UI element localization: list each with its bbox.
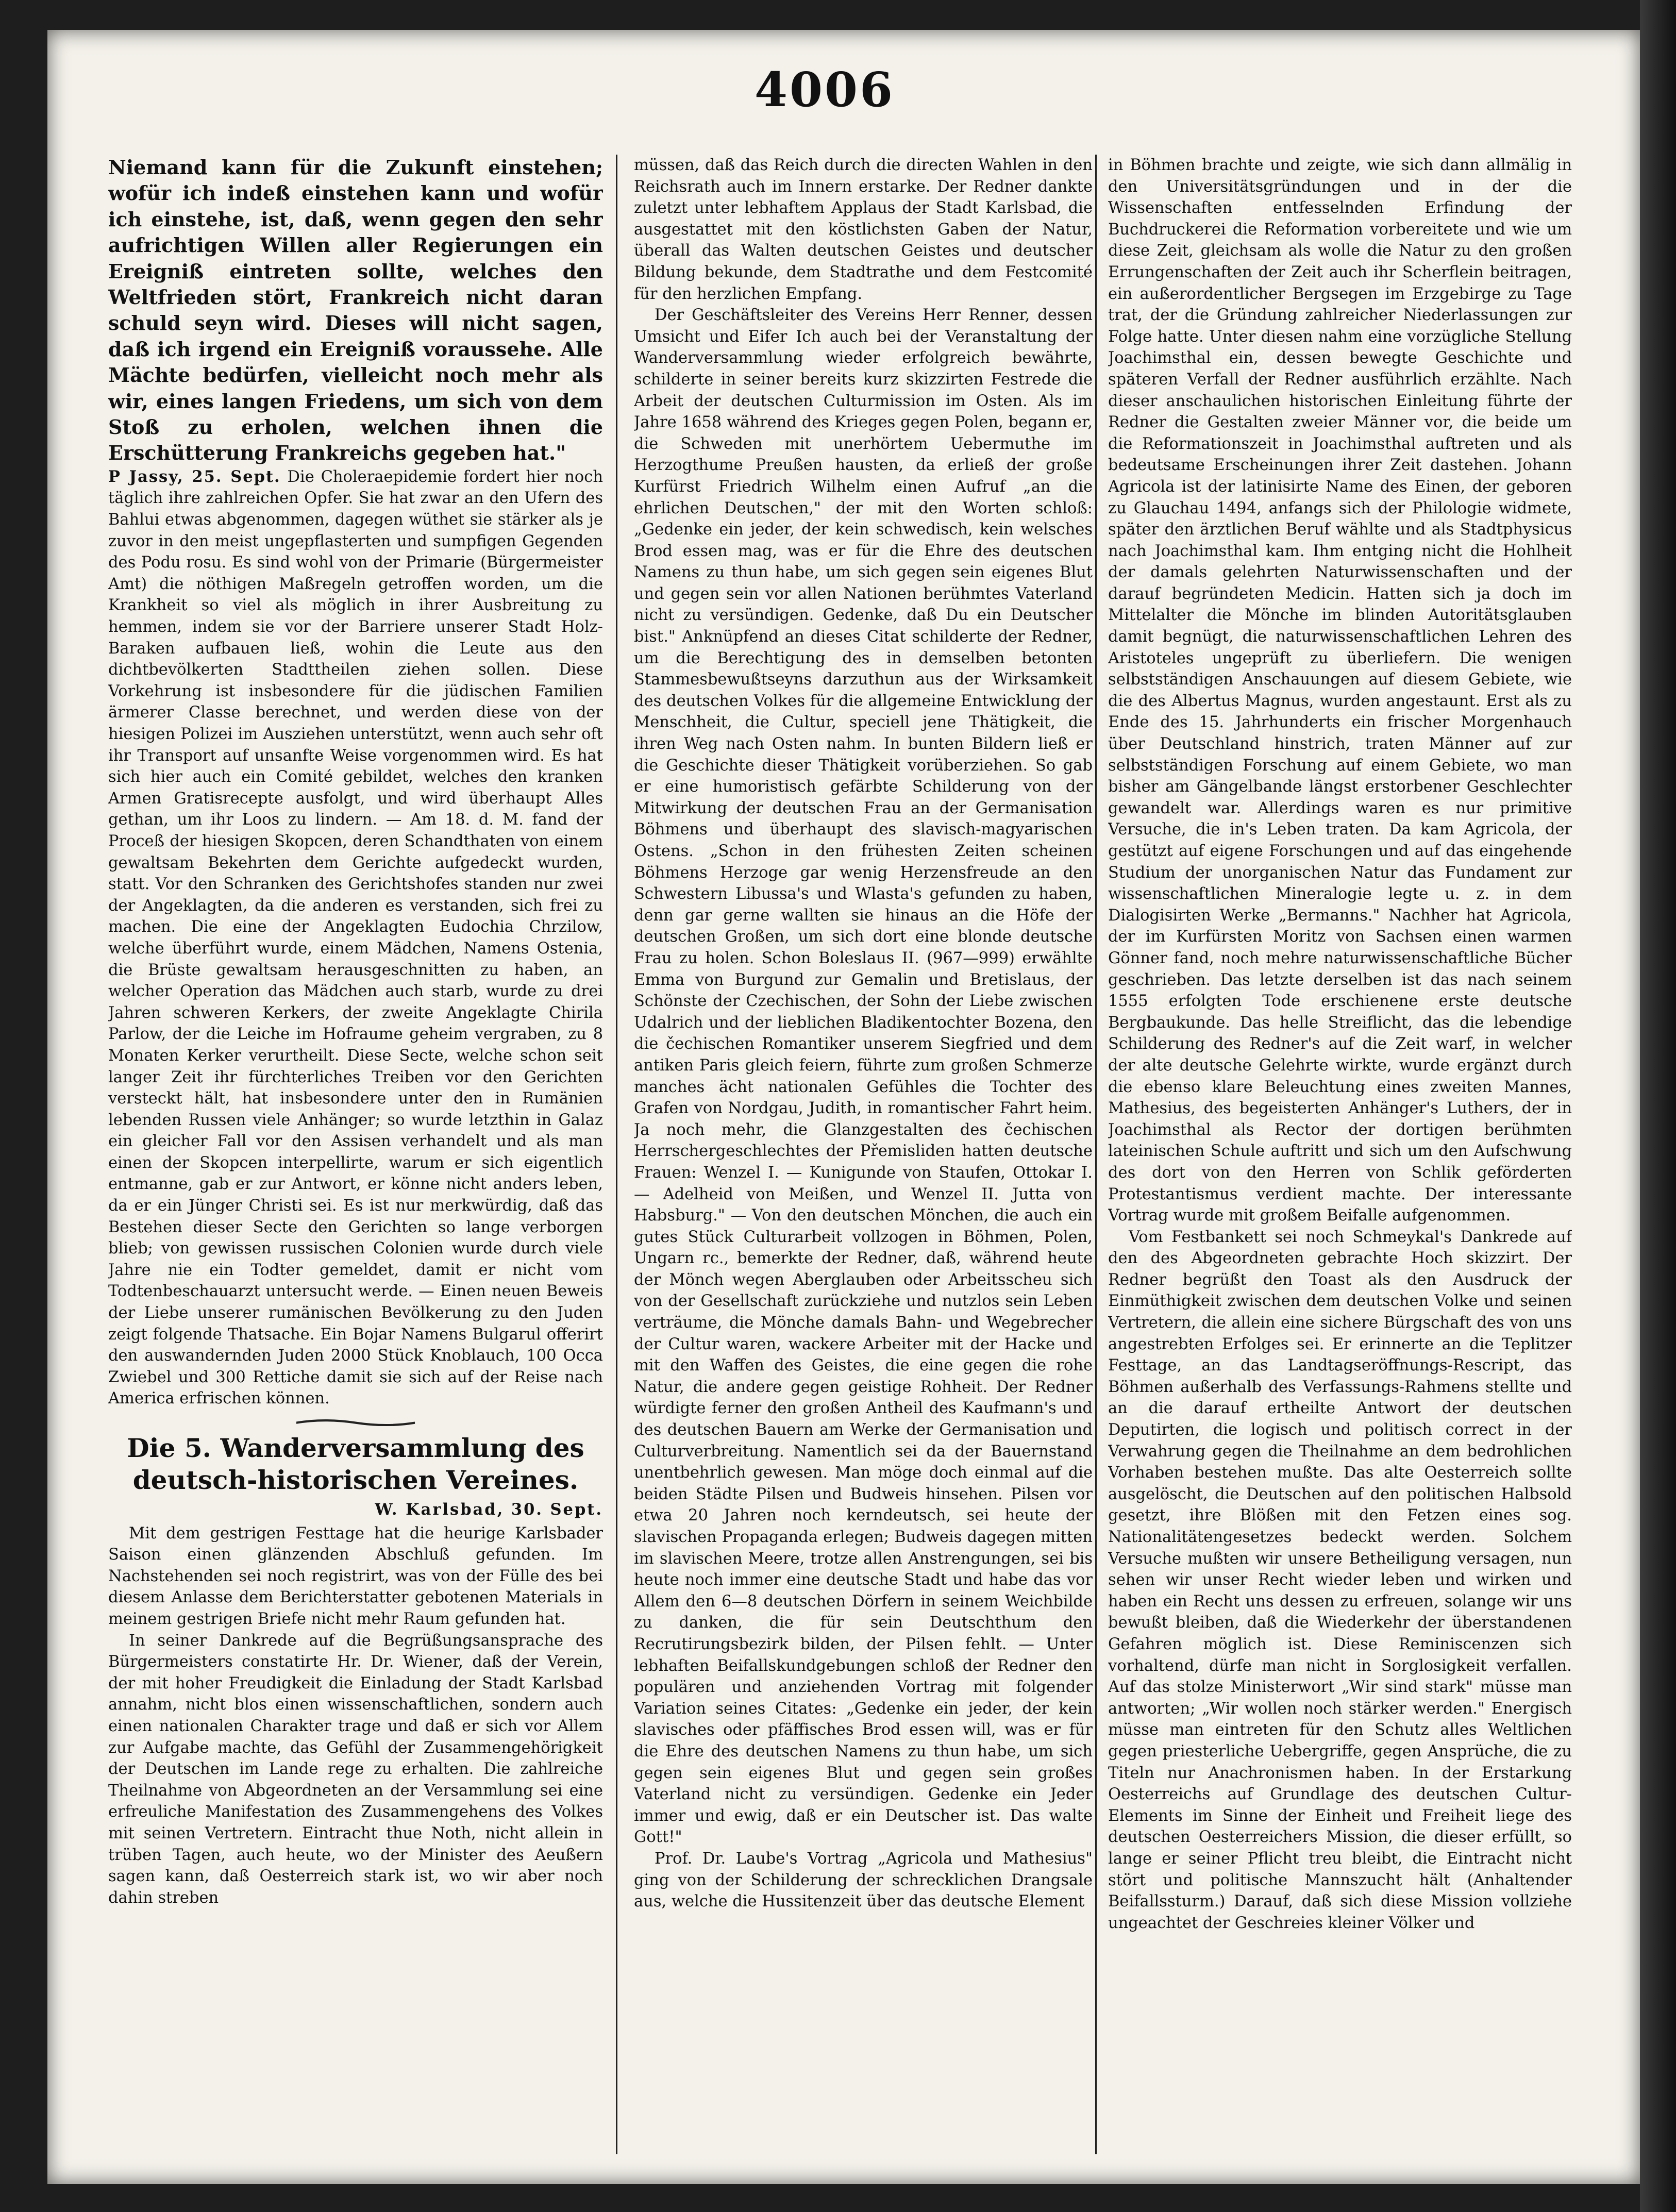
column-2: [634, 155, 1093, 2154]
column3-paragraph-2: Vom Festbankett sei noch Schmeykal's Dankrede auf den des Abgeordneten gebrachte Hoch skizzirt. Der Redner begrüßt den Toast als den Ausdruck der Einmüthigkeit zwischen dem deutschen Volke und seinen Vertretern, die allein eine sichere Bürgschaft des von uns angestrebten Erfolges sei. Er erinnerte an die Teplitzer Festtage, an das Landtagseröffnungs-Rescript, das Böhmen außerhalb des Verfassungs-Rahmens stellte und an die darauf ertheilte Antwort der deutschen Deputirten, die logisch und politisch correct in der Verwahrung gegen die Theilnahme an dem bedrohlichen Vorhaben bestehen mußte. Das alte Oesterreich sollte ausgelöscht, die Deutschen auf den politischen Halbsold gesetzt, ihre Blößen mit den Fetzen eines sog. Nationalitätengesetzes bedeckt werden. Solchem Versuche mußten wir unsere Betheiligung versagen, nun sehen wir unser Recht wieder leben und wirken und haben ein Recht uns dessen zu erfreuen, solange wir uns bewußt bleiben, daß die Wiederkehr der überstandenen Gefahren möglich ist. Diese Reminiscenzen sich vorhaltend, dürfe man nicht in Sorglosigkeit verfallen. Auf das stolze Ministerwort „Wir sind stark" müsse man antworten; „Wir wollen noch stärker werden." Energisch müsse man eintreten für den Schutz alles Weltlichen gegen priesterliche Uebergriffe, gegen Ansprüche, die zu Titeln nur Anachronismen haben. In der Erstarkung Oesterreichs auf Grundlage des deutschen Cultur-Elements im Sinne der Einheit und Freiheit liege des deutschen Oesterreichers Mission, die dieser erfüllt, so lange er seiner Pflicht treu bleibt, die Eintracht nicht stört und politische Mannszucht hält (Anhaltender Beifallssturm.) Darauf, daß sich diese Mission vollziehe ungeachtet der Geschreies kleiner Völker und: [1108, 1228, 1572, 1932]
column2-paragraph-1: müssen, daß das Reich durch die directen Wahlen in den Reichsrath auch im Innern erstarke. Der Redner dankte zuletzt unter lebhaftem Applaus der Stadt Karlsbad, die ausgestattet mit den köstlichsten Gaben der Natur, überall das Walten deutschen Geistes und deutscher Bildung bekunde, dem Stadtrathe und dem Festcomité für den herzlichen Empfang.: [634, 156, 1093, 303]
column-rule-right: [1095, 155, 1097, 2154]
section-divider-ornament: [294, 1419, 417, 1426]
column2-paragraph-3: Prof. Dr. Laube's Vortrag „Agricola und Mathesius" ging von der Schilderung der schrecklichen Drangsale aus, welche die Hussitenzeit über das deutsche Element: [634, 1849, 1093, 1911]
column2-paragraph-2: Der Geschäftsleiter des Vereins Herr Renner, dessen Umsicht und Eifer Ich auch bei der Veranstaltung der Wanderversammlung wieder erfolgreich bewährte, schilderte in seiner bereits kurz skizzirten Festrede die Arbeit der deutschen Culturmission im Osten. Als im Jahre 1658 während des Krieges gegen Polen, begann er, die Schweden mit unerhörtem Uebermuthe im Herzogthume Preußen hausten, da erließ der große Kurfürst Friedrich Wilhelm einen Aufruf „an die ehrlichen Deutschen," der mit den Worten schloß: „Gedenke ein jeder, der kein schwedisch, kein welsches Brod essen mag, was er für die Ehre des deutschen Namens zu thun habe, um sich gegen sein eigenes Blut und gegen sein vor allen Nationen berühmtes Vaterland nicht zu versündigen. Gedenke, daß Du ein Deutscher bist." Anknüpfend an dieses Citat schilderte der Redner, um die Berechtigung des in demselben betonten Stammesbewußtseyns darzuthun aus der Wirksamkeit des deutschen Volkes für die allgemeine Entwicklung der Menschheit, die Cultur, speciell jene Thätigkeit, die ihren Weg nach Osten nahm. In bunten Bildern ließ er die Geschichte dieser Thätigkeit vorüberziehen. So gab er eine humoristisch gefärbte Schilderung von der Mitwirkung der deutschen Frau an der Germanisation Böhmens und überhaupt des slavisch-magyarischen Ostens. „Schon in den frühesten Zeiten scheinen Böhmens Herzoge gar wenig Herzensfreude an den Schwestern Libussa's und Wlasta's gefunden zu haben, denn gar gerne wallten sie hinaus an die Höfe der deutschen Großen, um sich dort eine blonde deutsche Frau zu holen. Schon Boleslaus II. (967—999) erwählte Emma von Burgund zur Gemalin und Bretislaus, der Schönste der Czechischen, der Sohn der Liebe zwischen Udalrich und der lieblichen Bladikentochter Bozena, den die čechischen Romantiker unserem Siegfried und dem antiken Paris gleich feiern, führte zum großen Schmerze manches ächt nationalen Gefühles die Tochter des Grafen von Nordgau, Judith, in romantischer Fahrt heim. Ja noch mehr, die Glanzgestalten des čechischen Herrschergeschlechtes der Přemisliden hatten deutsche Frauen: Wenzel I. — Kunigunde von Staufen, Ottokar I. — Adelheid von Meißen, und Wenzel II. Jutta von Habsburg." — Von den deutschen Mönchen, die auch ein gutes Stück Culturarbeit vollzogen in Böhmen, Polen, Ungarn rc., bemerkte der Redner, daß, während heute der Mönch wegen Aberglauben oder Arbeitsscheu sich von der Gesellschaft zurückziehe und nutzlos sein Leben verträume, die Mönche damals Bahn- und Wegebrecher der Cultur waren, wackere Arbeiter mit der Hacke und mit den Waffen des Geistes, die eine gegen die rohe Natur, die andere gegen geistige Rohheit. Der Redner würdigte ferner den großen Antheil des Kaufmann's und des deutschen Bauern am Werke der Germanisation und Culturverbreitung. Namentlich sei da der Bauernstand unentbehrlich gewesen. Man möge doch einmal auf die beiden Städte Pilsen und Budweis hinsehen. Pilsen vor etwa 20 Jahren noch kerndeutsch, sei heute der slavischen Propaganda erlegen; Budweis dagegen mitten im slavischen Meere, trotze allen Anstrengungen, sei bis heute noch immer eine deutsche Stadt und habe das vor Allem den 6—8 deutschen Dörfern in seinem Weichbilde zu danken, die für sein Deutschthum den Recrutirungsbezirk bilden, der Pilsen fehlt. — Unter lebhaften Beifallskundgebungen schloß der Redner den populären und anziehenden Vortrag mit folgender Variation seines Citates: „Gedenke ein jeder, der kein slavisches oder pfäffisches Brod essen will, was er für die Ehre des deutschen Namens zu thun habe, um sich gegen sein eigenes Blut und gegen sein großes Vaterland nicht zu versündigen. Gedenke ein Jeder immer und ewig, daß er ein Deutscher ist. Das walte Gott!": [634, 306, 1093, 1847]
column-rule-left: [616, 155, 617, 2154]
lead-paragraph: Niemand kann für die Zukunft einstehen; wofür ich indeß einstehen kann und wofür ich einstehe, ist, daß, wenn gegen den sehr aufrichtigen Willen aller Regierungen ein Ereigniß eintreten sollte, welches den Weltfrieden stört, Frankreich nicht daran schuld seyn wird. Dieses will nicht sagen, daß ich irgend ein Ereigniß voraussehe. Alle Mächte bedürfen, vielleicht noch mehr als wir, eines langen Friedens, um sich von dem Stoß zu erholen, welchen ihnen die Erschütterung Frankreichs gegeben hat.": [108, 156, 603, 465]
karlsbad-dateline: W. Karlsbad, 30. Sept.: [375, 1500, 603, 1519]
column3-paragraph-1: in Böhmen brachte und zeigte, wie sich dann allmälig in den Universitätsgründungen und in der die Wissenschaften entfesselnden Erfindung der Buchdruckerei die Reformation vorbereitete und wie um diese Zeit, gleichsam als wolle die Natur zu den großen Errungenschaften der Zeit auch ihr Scherflein beitragen, ein außerordentlicher Bergsegen im Erzgebirge zu Tage trat, der die Gründung zahlreicher Niederlassungen zur Folge hatte. Unter diesen nahm eine vorzügliche Stellung Joachimsthal ein, dessen bewegte Geschichte und späteren Verfall der Redner ausführlich erzählte. Nach dieser anschaulichen historischen Einleitung führte der Redner die Gestalten zweier Männer vor, die beide um die Reformationszeit in Joachimsthal auftreten und als bedeutsame Erscheinungen ihrer Zeit dastehen. Johann Agricola ist der latinisirte Name des Einen, der geboren zu Glauchau 1494, anfangs sich der Philologie widmete, später den ärztlichen Beruf wählte und als Stadtphysicus nach Joachimsthal kam. Ihm entging nicht die Hohlheit der damals gelehrten Naturwissenschaften und der darauf begründeten Medicin. Hatten sich ja doch im Mittelalter die Mönche im blinden Autoritätsglauben damit begnügt, die naturwissenschaftlichen Lehren des Aristoteles ungeprüft zu überliefern. Die wenigen selbstständigen Anschauungen auf diesem Gebiete, wie die des Albertus Magnus, wurden angestaunt. Erst als zu Ende des 15. Jahrhunderts ein frischer Morgenhauch über Deutschland hinstrich, traten Männer auf zur selbstständigen Forschung auf einem Gebiete, wo man bisher am Gängelbande längst erstorbener Geschlechter gewandelt war. Allerdings waren es nur primitive Versuche, die in's Leben traten. Da kam Agricola, der gestützt auf eigene Forschungen und auf das eingehende Studium der unorganischen Natur das Fundament zur wissenschaftlichen Mineralogie legte u. z. in dem Dialogisirten Werke „Bermanns." Nachher hat Agricola, der im Kurfürsten Moritz von Sachsen einen warmen Gönner fand, noch mehre naturwissenschaftliche Bücher geschrieben. Das letzte derselben ist das nach seinem 1555 erfolgten Tode erschienene erste deutsche Bergbaukunde. Das helle Streiflicht, das die lebendige Schilderung des Redner's auf die Zeit warf, in welcher der alte deutsche Gelehrte wirkte, wurde ergänzt durch die ebenso klare Beleuchtung eines zweiten Mannes, Mathesius, des begeisterten Anhänger's Luthers, der in Joachimsthal als Rector der dortigen berühmten lateinischen Schule auftritt und sich um den Aufschwung des dort von den Herren von Schlik geförderten Protestantismus verdient machte. Der interessante Vortrag wurde mit großem Beifalle aufgenommen.: [1108, 156, 1572, 1225]
article-paragraph-1: Mit dem gestrigen Festtage hat die heurige Karlsbader Saison einen glänzenden Abschluß gefunden. Im Nachstehenden sei noch registrirt, was von der Fülle des bei diesem Anlasse dem Berichterstatter gebotenen Materials in meinem gestrigen Briefe nicht mehr Raum gefunden hat.: [108, 1524, 603, 1628]
column-1: [108, 155, 603, 2154]
article-heading: Die 5. Wanderversammlung des deutsch-historischen Vereines.: [127, 1433, 584, 1495]
page-number: 4006: [754, 62, 895, 118]
scan-right-edge: [1640, 0, 1676, 2212]
jassy-text: Die Choleraepidemie fordert hier noch täglich ihre zahlreichen Opfer. Sie hat zwar an den Ufern des Bahlui etwas abgenommen, dagegen wüthet sie stärker als je zuvor in den meist ungepflasterten und sumpfigen Gegenden des Podu rosu. Es sind wohl von der Primarie (Bürgermeister Amt) die nöthigen Maßregeln getroffen worden, um die Krankheit so viel als möglich in ihrer Ausbreitung zu hemmen, indem sie vor der Barriere unserer Stadt Holz-Baraken aufbauen ließ, wohin die Leute aus den dichtbevölkerten Stadttheilen ziehen sollen. Diese Vorkehrung ist insbesondere für die jüdischen Familien ärmerer Classe berechnet, und werden diese von der hiesigen Polizei im Ausziehen unterstützt, wenn auch sehr oft ihr Transport auf unsanfte Weise vorgenommen wird. Es hat sich hier auch ein Comité gebildet, welches den kranken Armen Gratisrecepte ausfolgt, und wird überhaupt Alles gethan, um ihr Loos zu lindern. — Am 18. d. M. fand der Proceß der hiesigen Skopcen, deren Schandthaten von einem gewaltsam Bekehrten dem Gerichte aufgedeckt wurden, statt. Vor den Schranken des Gerichtshofes standen nur zwei der Angeklagten, da die anderen es verstanden, sich frei zu machen. Die eine der Angeklagten Eudochia Chrzilow, welche überführt wurde, einem Mädchen, Namens Ostenia, die Brüste gewaltsam herausgeschnitten zu haben, an welcher Operation das Mädchen auch starb, wurde zu drei Jahren schweren Kerkers, der zweite Angeklagte Chirila Parlow, der die Leiche im Hofraume geheim vergraben, zu 8 Monaten Kerker verurtheilt. Diese Secte, welche schon seit langer Zeit ihr fürchterliches Treiben vor den Gerichten versteckt hält, hat insbesondere unter den in Rumänien lebenden Russen viele Anhänger; so wurde letzthin in Galaz ein gleicher Fall vor den Assisen verhandelt und als man einen der Skopcen interpellirte, warum er sich eigentlich entmanne, gab er zur Antwort, er könne nicht anders leben, da er ein Jünger Christi sei. Es ist nur merkwürdig, daß das Bestehen dieser Secte den Gerichten so lange verborgen blieb; von gewissen russischen Colonien wurde durch viele Jahre nie ein Todter gemeldet, damit er nicht vom Todtenbeschauarzt untersucht werde. — Einen neuen Beweis der Liebe unserer rumänischen Bevölkerung zu den Juden zeigt folgende Thatsache. Ein Bojar Namens Bulgarul offerirt den auswandernden Juden 2000 Stück Knoblauch, 100 Occa Zwiebel und 300 Rettiche damit sie sich auf der Reise nach America erfrischen können.: [108, 467, 603, 1408]
article-paragraph-2: In seiner Dankrede auf die Begrüßungsansprache des Bürgermeisters constatirte Hr. Dr. Wiener, daß der Verein, der mit hoher Freudigkeit die Einladung der Stadt Karlsbad annahm, nicht blos einen wissenschaftlichen, sondern auch einen nationalen Charakter trage und daß er sich vor Allem zur Aufgabe machte, das Gefühl der Zusammengehörigkeit der Deutschen im Lande rege zu erhalten. Die zahlreiche Theilnahme von Abgeordneten an der Versammlung sei eine erfreuliche Manifestation des Zusammengehens des Volkes mit seinen Vertretern. Eintracht thue Noth, nicht allein in trüben Tagen, auch heute, wo der Minister des Aeußern sagen kann, daß Oesterreich stark ist, wo wir aber noch dahin streben: [108, 1631, 603, 1907]
jassy-report: [108, 466, 603, 1410]
jassy-dateline: P Jassy, 25. Sept.: [108, 467, 281, 486]
column-3: [1108, 155, 1572, 2154]
